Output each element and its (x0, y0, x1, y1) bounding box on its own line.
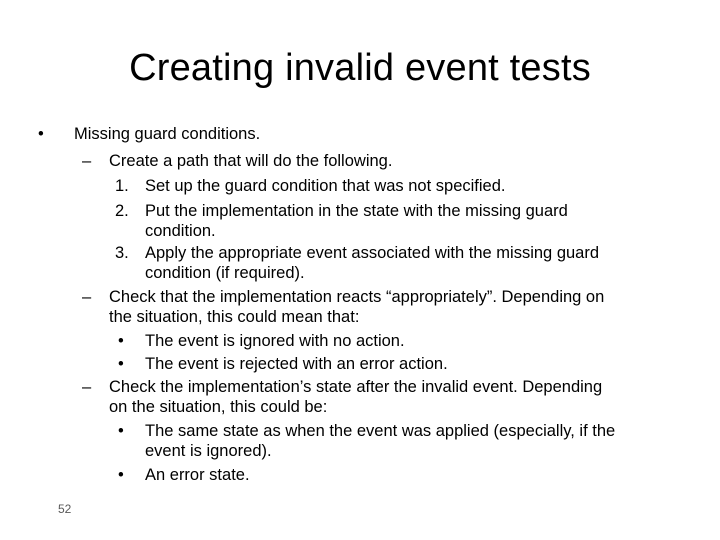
sub-item-create-path: Create a path that will do the following. (109, 152, 393, 170)
level3-item-same-state-line2: event is ignored). (145, 442, 272, 460)
level3-item-error-state: An error state. (145, 466, 250, 484)
numbered-3-text-line2: condition (if required). (145, 264, 305, 282)
slide-title: Creating invalid event tests (129, 47, 591, 89)
numbered-3-text-line1: Apply the appropriate event associated with the missing guard (145, 244, 600, 262)
dash-1: – (82, 152, 92, 170)
sub-item-check-state-line2: on the situation, this could be: (109, 398, 328, 416)
level3-item-rejected: The event is rejected with an error action. (145, 355, 448, 373)
numbered-1-text: Set up the guard condition that was not specified. (145, 177, 506, 195)
level1-text: Missing guard conditions. (74, 125, 261, 143)
numbered-3-label: 3. (115, 244, 129, 262)
level3-bullet-1: • (118, 332, 124, 350)
level3-item-ignored: The event is ignored with no action. (145, 332, 405, 350)
numbered-1-label: 1. (115, 177, 129, 195)
numbered-2-text-line2: condition. (145, 222, 216, 240)
dash-3: – (82, 378, 92, 396)
level3-bullet-4: • (118, 466, 124, 484)
numbered-2-text-line1: Put the implementation in the state with the missing guard (145, 202, 568, 220)
sub-item-check-reacts-line1: Check that the implementation reacts “appropriately”. Depending on (109, 288, 605, 306)
level1-bullet: • (38, 125, 44, 143)
level3-item-same-state-line1: The same state as when the event was applied (especially, if the (145, 422, 616, 440)
dash-2: – (82, 288, 92, 306)
level3-bullet-3: • (118, 422, 124, 440)
level3-bullet-2: • (118, 355, 124, 373)
slide-number: 52 (58, 502, 72, 516)
sub-item-check-reacts-line2: the situation, this could mean that: (109, 308, 360, 326)
sub-item-check-state-line1: Check the implementation’s state after the invalid event. Depending (109, 378, 603, 396)
numbered-2-label: 2. (115, 202, 129, 220)
